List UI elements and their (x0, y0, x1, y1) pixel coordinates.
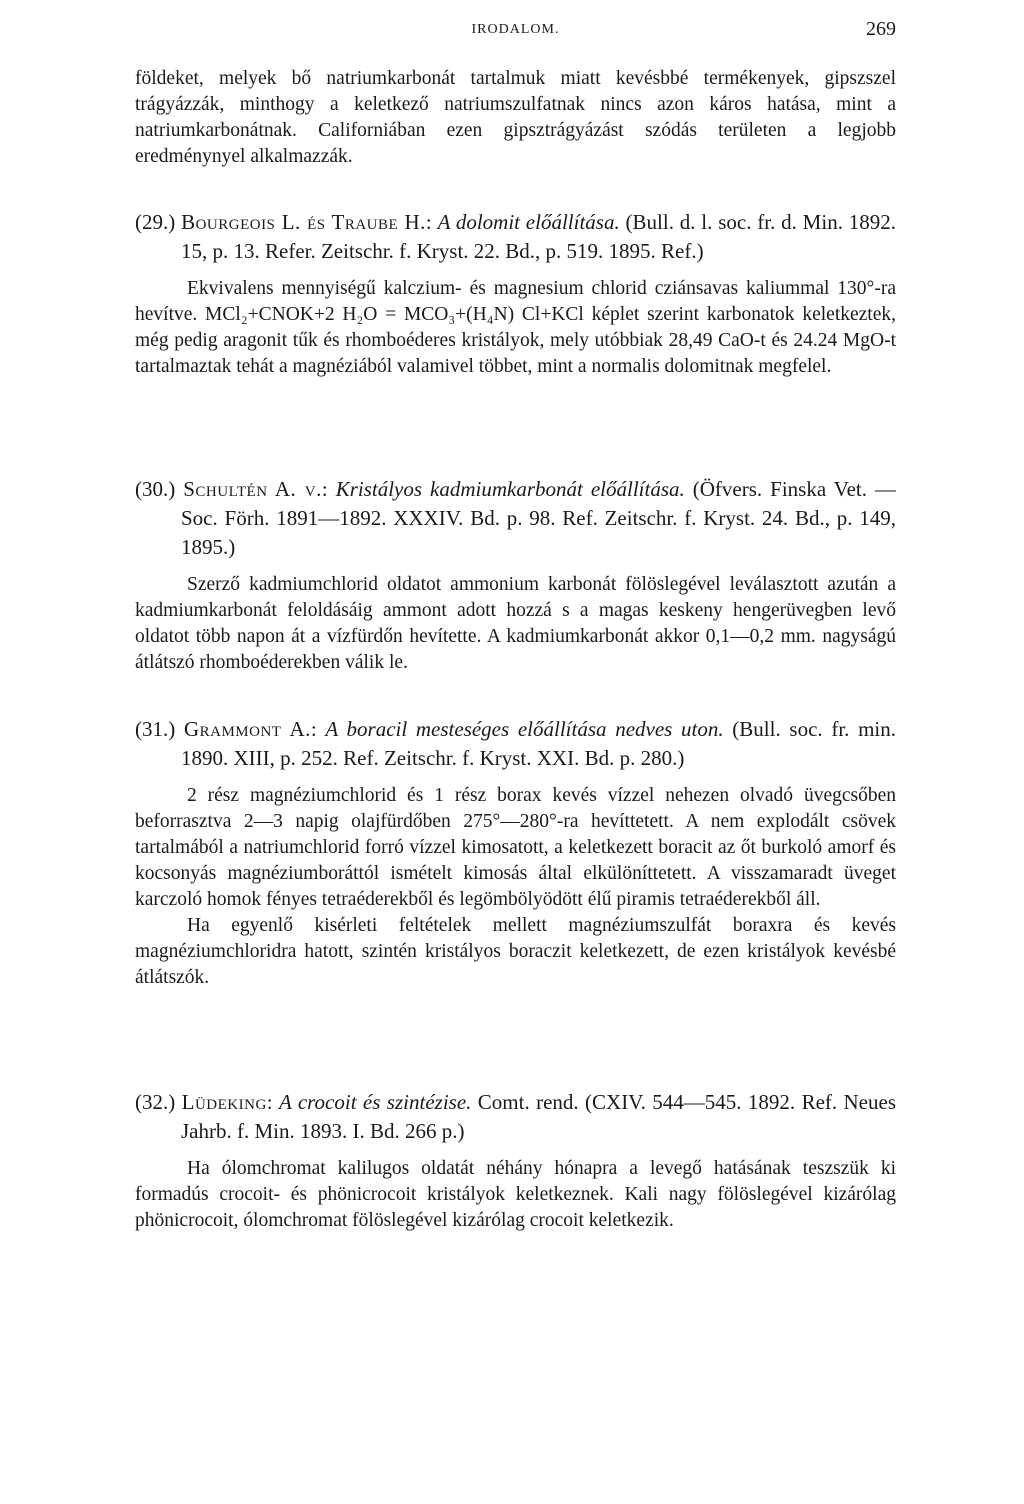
entry-citation: (Öfvers. Finska Vet. — Soc. Förh. 1891—1892. XXXIV. Bd. p. 98. Ref. Zeitschr. f. Kryst. 24. Bd., p. 149, 1895.) (181, 477, 897, 559)
intro-block (135, 66, 896, 170)
entry-citation: (Bull. soc. fr. min. 1890. XIII, p. 252. Ref. Zeitschr. f. Kryst. XXI. Bd. p. 280.) (181, 717, 896, 770)
entry-30 (135, 475, 896, 676)
entry-32-reference: (32.) Lüdeking: A crocoit és szintézise. Comt. rend. (CXIV. 544—545. 1892. Ref. Neues Jahrb. f. Min. 1893. I. Bd. 266 p.) (135, 1090, 897, 1143)
entry-29-body: Ekvivalens mennyiségű kalczium- és magnesium chlorid cziánsavas kaliummal 130°-ra hevítve. MCl₂+CNOK+2 H₂O = MCO₃+(H₄N) Cl+KCl képlet szerint karbonatok keletkeztek, még pedig aragonit tűk és rhomboéderes kristályok, mely utóbbiak 28,49 CaO-t és 24.24 MgO-t tartalmaztak tehát a magnéziából valamivel többet, mint a normalis dolomitnak megfelel. (135, 278, 896, 377)
entry-number: (30.) (135, 477, 176, 501)
entry-30-body: Szerző kadmiumchlorid oldatot ammonium karbonát fölöslegével leválasztott azután a kadmiumkarbonát feloldásáig ammont adott hozzá s a magas keskeny hengerüvegben levő oldatot több napon át a vízfürdőn hevítette. A kadmiumkarbonát akkor 0,1—0,2 mm. nagyságú átlátszó rhomboéderekben válik le. (135, 574, 896, 673)
entry-citation: (Bull. d. l. soc. fr. d. Min. 1892. 15, p. 13. Refer. Zeitschr. f. Kryst. 22. Bd., p. 519. 1895. Ref.) (181, 210, 896, 263)
entry-32-body: Ha ólomchromat kalilugos oldatát néhány hónapra a levegő hatásának teszszük ki formadús crocoit- és phönicrocoit kristályok keletkeznek. Kali nagy fölöslegével kizárólag phönicrocoit, ólomchromat fölöslegével kizárólag crocoit keletkezik. (135, 1158, 896, 1231)
intro-paragraph: földeket, melyek bő natriumkarbonát tartalmuk miatt kevésbbé termékenyek, gipszszel trágyázzák, minthogy a keletkező natriumszulfatnak nincs azon káros hatása, mint a natriumkarbonátnak. Californiában ezen gipsztrágyázást szódás területen a legjobb eredménynyel alkalmazzák. (135, 68, 896, 167)
entry-number: (29.) (135, 210, 176, 234)
entry-title: A boracil mesteséges előállítása nedves uton. (325, 717, 724, 741)
entry-authors: Schultén A. v. (183, 477, 322, 501)
entry-authors: Bourgeois L. és Traube H. (181, 210, 426, 234)
entry-number: (31.) (135, 717, 176, 741)
entry-31-reference: (31.) Grammont A.: A boracil mesteséges előállítása nedves uton. (Bull. soc. fr. min. 1890. XIII, p. 252. Ref. Zeitschr. f. Kryst. XXI. Bd. p. 280.) (135, 717, 896, 770)
entry-authors: Lüdeking (181, 1090, 267, 1114)
page-header (135, 18, 896, 48)
entry-29-reference: (29.) Bourgeois L. és Traube H.: A dolomit előállítása. (Bull. d. l. soc. fr. d. Min. 1892. 15, p. 13. Refer. Zeitschr. f. Kryst. 22. Bd., p. 519. 1895. Ref.) (135, 210, 896, 263)
entry-authors: Grammont A. (183, 717, 311, 741)
entry-title: Kristályos kadmiumkarbonát előállítása. (335, 477, 685, 501)
entry-32 (135, 1088, 896, 1234)
entry-title: A dolomit előállítása. (437, 210, 620, 234)
entry-citation: Comt. rend. (CXIV. 544—545. 1892. Ref. Neues Jahrb. f. Min. 1893. I. Bd. 266 p.) (181, 1090, 897, 1143)
page-number: 269 (866, 18, 896, 40)
entry-title: A crocoit és szintézise. (279, 1090, 472, 1114)
entry-31 (135, 715, 896, 991)
entry-29 (135, 208, 896, 380)
running-title: IRODALOM. (471, 22, 560, 37)
entry-number: (32.) (135, 1090, 176, 1114)
entry-31-body-1: 2 rész magnéziumchlorid és 1 rész borax kevés vízzel nehezen olvadó üvegcsőben beforrasztva 2—3 napig olajfürdőben 275°—280°-ra hevíttetett. A nem explodált csövek tartalmából a natriumchlorid forró vízzel kimosatott, a keletkezett boracit az őt burkoló amorf és kocsonyás magnéziumboráttól ismételt kimosás által elkülöníttetett. A visszamaradt üveget karczoló homok fényes tetraéderekből és legömbölyödött élű piramis tetraéderekből áll. (135, 785, 896, 910)
entry-30-reference: (30.) Schultén A. v.: Kristályos kadmiumkarbonát előállítása. (Öfvers. Finska Vet. — Soc. Förh. 1891—1892. XXXIV. Bd. p. 98. Ref. Zeitschr. f. Kryst. 24. Bd., p. 149, 1895.) (135, 477, 897, 559)
entry-31-body-2: Ha egyenlő kisérleti feltételek mellett magnéziumszulfát boraxra és kevés magnéziumchloridra hatott, szintén kristályos boraczit keletkezett, de ezen kristályok kevésbé átlátszók. (135, 915, 896, 988)
